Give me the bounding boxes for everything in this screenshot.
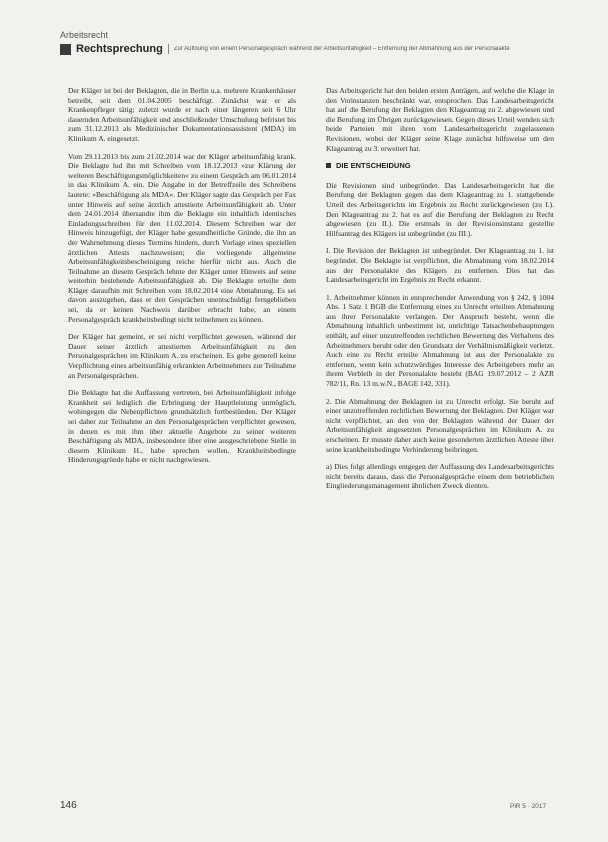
page-number: 146 [60, 800, 77, 811]
header-title: Rechtsprechung [76, 43, 163, 55]
section-heading [326, 161, 554, 171]
paragraph: Der Kläger ist bei der Beklagten, die in Berlin u.a. mehrere Krankenhäuser betreibt, seit dem 01.04.2005 beschäftigt. Zunächst war er als Krankenpfleger tätig; zuletzt wurde er nach einer längeren seit 6 Uhr dauernden Arbeitsunfähigkeit und anschließender Umschulung befristet bis zum 31.12.2013 als Medizinischer Dokumentationsassistent (MDA) im Klinikum A. eingesetzt. [68, 86, 296, 143]
paragraph: Der Kläger hat gemeint, er sei nicht verpflichtet gewesen, während der Dauer seiner ärztlich attestierten Arbeitsunfähigkeit zu den Personalgesprächen im Klinikum A. zu erscheinen. Es gebe generell keine Verpflichtung eines arbeitsunfähig erkrankten Arbeitnehmers zur Teilnahme an Personalgesprächen. [68, 332, 297, 380]
paragraph: Vom 29.11.2013 bis zum 21.02.2014 war der Kläger arbeitsunfähig krank. Die Beklagte lud ihn mit Schreiben vom 18.12.2013 »zur Klärung der weiteren Beschäftigungsmöglichkeiten« zu einem Gespräch am 06.01.2014 in das Klinikum A. ein. Die Angabe in der Betreffzeile des Schreibens lautete: »Beschäftigung als MDA«. Der Kläger sagte das Gespräch per Fax unter Hinweis auf seine ärztlich attestierte Arbeitsunfähigkeit ab. Unter dem 24.01.2014 übersandte ihm die Beklagte ein inhaltlich identisches Einladungsschreiben für den 11.02.2014. Diesem Schreiben war der Hinweis hinzugefügt, der Kläger habe gesundheitliche Gründe, die ihn an der Wahrnehmung dieses Termins hindern, durch Vorlage eines speziellen ärztlichen Attests nachzuweisen; die vorliegende allgemeine Arbeitsunfähigkeitsbescheinigung reiche hierfür nicht aus. Auch die Teilnahme an diesem Gespräch lehnte der Kläger unter Hinweis auf seine weiterhin bestehende Arbeitsunfähigkeit ab. Die Beklagte erteilte dem Kläger daraufhin mit Schreiben vom 18.02.2014 eine Abmahnung. Es sei davon auszugehen, dass er den Gesprächen unentschuldigt ferngeblieben sei, da er keinen Nachweis darüber erbracht habe, an einem Personalgespräch krankheitsbedingt nicht teilnehmen zu können. [68, 151, 296, 324]
section-label: Arbeitsrecht [60, 30, 109, 40]
paragraph: Das Arbeitsgericht hat den beiden ersten Anträgen, auf welche die Klage in den Vorinstanzen beschränkt war, entsprochen. Das Landesarbeitsgericht hat auf die Berufung der Beklagten den Klageantrag zu 2. abgewiesen und die Berufung im Übrigen zurückgewiesen. Gegen dieses Urteil wenden sich beide Parteien mit ihren vom Landesarbeitsgericht zugelassenen Revisionen, wobei der Kläger seine Klage zunächst hilfsweise um den Klageantrag zu 3. erweitert hat. [326, 86, 554, 153]
paragraph: I. Die Revision der Beklagten ist unbegründet. Der Klageantrag zu 1. ist begründet. Die Beklagte ist verpflichtet, die Abmahnung vom 18.02.2014 aus der Personalakte des Klägers zu entfernen. Dies hat das Landesarbeitsgericht im Ergebnis zu Recht erkannt. [326, 246, 554, 285]
section-heading-text: DIE ENTSCHEIDUNG [336, 161, 411, 171]
paragraph: 1. Arbeitnehmer können in entsprechender Anwendung von § 242, § 1004 Abs. 1 Satz 1 BGB die Entfernung eines zu Unrecht erteilten Abmahnung aus ihrer Personalakte verlangen. Der Anspruch besteht, wenn die Abmahnung inhaltlich unbestimmt ist, unrichtige Tatsachenbehauptungen enthält, auf einer unzutreffenden rechtlichen Bewertung des Verhaltens des Arbeitnehmers beruht oder den Grundsatz der Verhältnismäßigkeit verletzt. Auch eine zu Recht erteilte Abmahnung ist aus der Personalakte zu entfernen, wenn kein schutzwürdiges Interesse des Arbeitgebers mehr an ihrem Verbleib in der Personalakte besteht (BAG 19.07.2012 – 2 AZR 782/11, Rn. 13 m.w.N., BAGE 142, 331). [326, 292, 554, 389]
paragraph: Die Revisionen sind unbegründet. Das Landesarbeitsgericht hat die Berufung der Beklagten gegen das dem Klageantrag zu 1. stattgebende Urteil des Arbeitsgerichts im Ergebnis zu Recht zurückgewiesen (zu I.). Den Klageantrag zu 2. hat es auf die Berufung der Beklagten zu Recht abgewiesen (zu II.). Die erstmals in der Revisionsinstanz gestellte Hilfsantrag des Klägers ist unbegründet (zu III.). [326, 180, 554, 238]
article-header [60, 42, 560, 56]
header-subtitle: Zur Auflöung von einem Personalgespräch während der Arbeitsunfähigkeit – Entfernung der Abmahnung aus der Personalakte [173, 46, 510, 52]
journal-reference: PiR 5 · 2017 [510, 803, 547, 810]
paragraph: Die Beklagte hat die Auffassung vertreten, bei Arbeitsunfähigkeit infolge Krankheit sei lediglich die Erbringung der Hauptleistung unmöglich, wohingegen die Nebenpflichten grundsätzlich fortbestünden. Der Kläger sei daher zur Teilnahme an den Personalgesprächen verpflichtet gewesen, in denen es mit ihm über aktuelle Angebote zu seiner weiteren Beschäftigung als MDA, insbesondere über eine ausgeschriebene Stelle in diesem Klinikum H., habe sprechen wollen. Krankheitsbedingte Hinderungsgründe habe er nicht nachgewiesen. [68, 388, 296, 465]
paragraph: 2. Die Abmahnung der Beklagten ist zu Unrecht erfolgt. Sie beruht auf einer unzutreffenden rechtlichen Bewertung der Beklagten. Der Kläger war nicht verpflichtet, an den von der Beklagten während der Dauer der Arbeitsunfähigkeit angesetzten Personalgesprächen im Klinikum A. zu erscheinen. Er musste daher auch keine gesonderten ärztlichen Atteste über seine krankheitsbedingte Verhinderung beibringen. [326, 396, 554, 454]
right-column [326, 86, 554, 499]
header-divider [168, 44, 169, 54]
heading-square-icon [326, 163, 331, 168]
paragraph: a) Dies folgt allerdings entgegen der Auffassung des Landesarbeitsgerichts nicht bereits daraus, dass die Personalgespräche einem dem betrieblichen Eingliederungsmanagement ähnlichen Zweck dienten. [326, 462, 554, 491]
header-square-icon [60, 44, 71, 55]
left-column [68, 86, 296, 473]
